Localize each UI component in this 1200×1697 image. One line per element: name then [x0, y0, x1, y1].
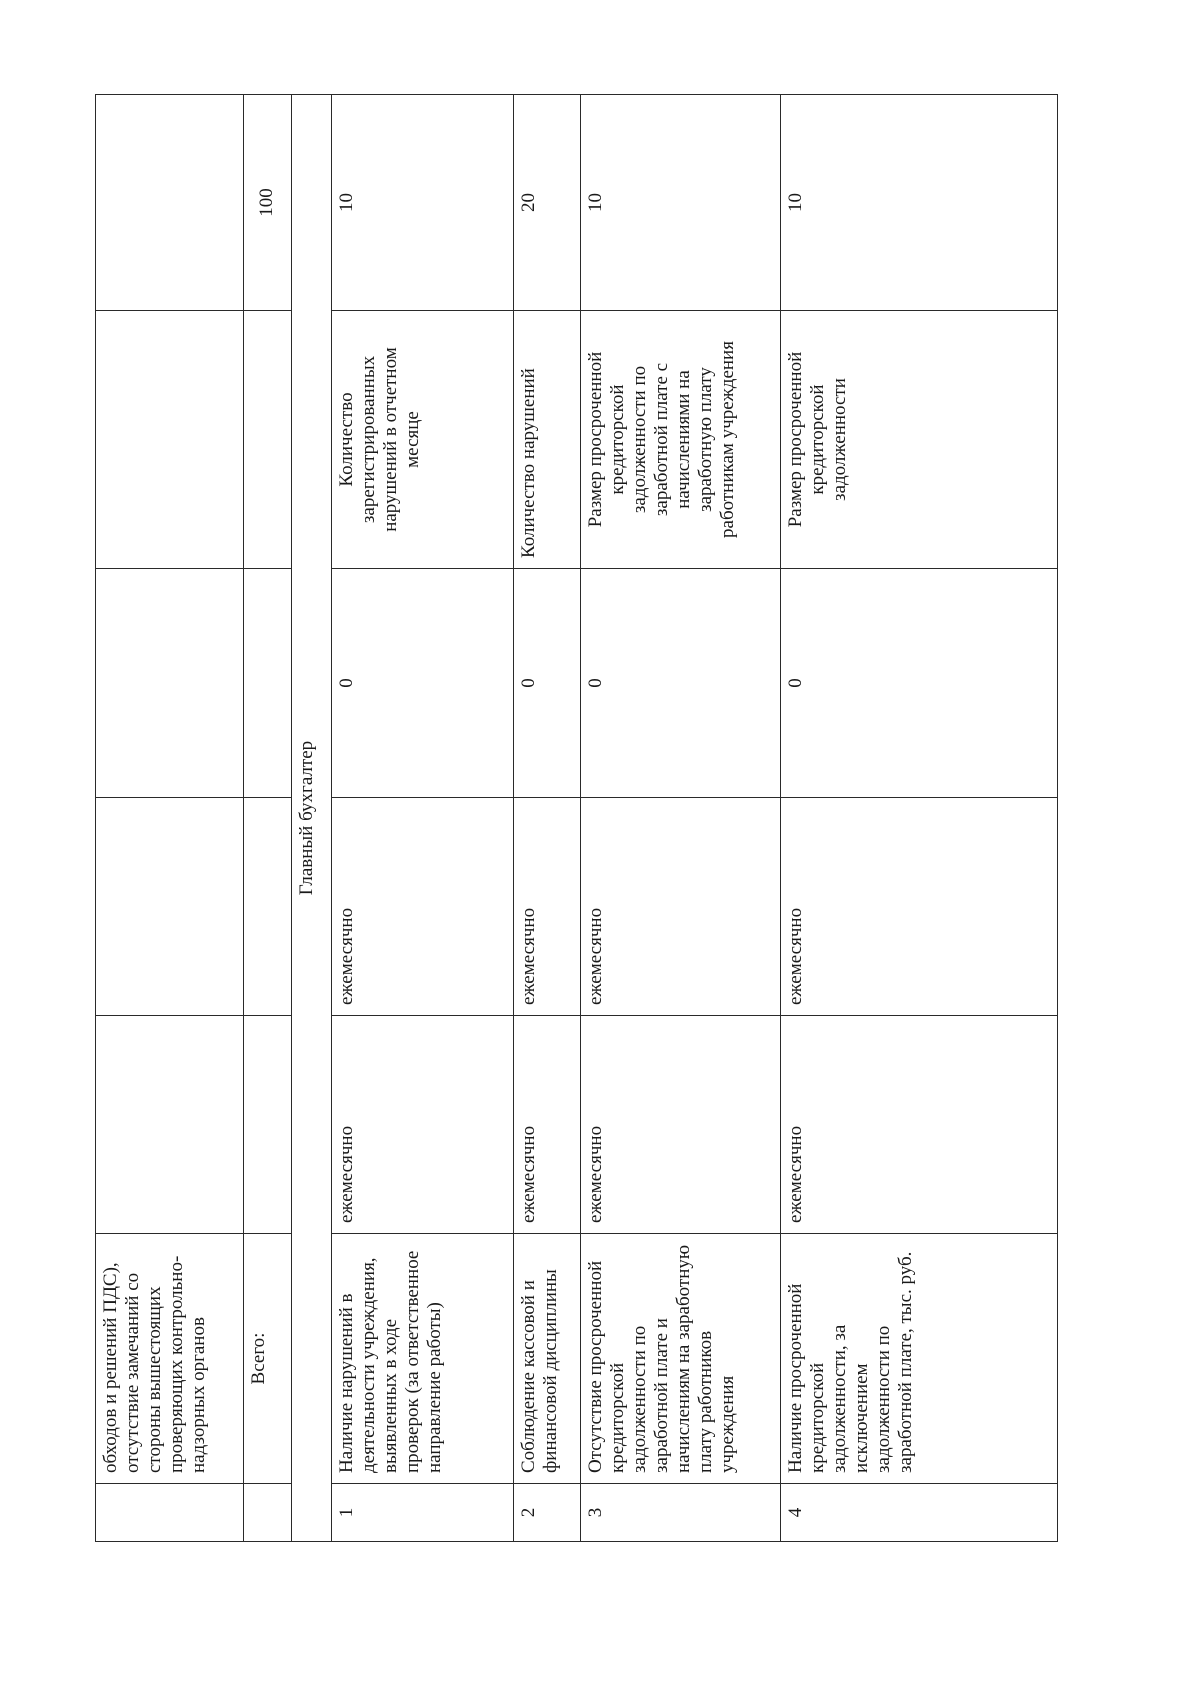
total-row — [244, 95, 292, 1542]
cell-num — [96, 1484, 244, 1542]
total-points: 100 — [244, 95, 292, 311]
row-target: 0 — [581, 569, 781, 798]
total-label: Всего: — [244, 1234, 292, 1484]
row-measure: Размер просроченной кредиторской задолженности — [781, 311, 1058, 569]
table-row — [332, 95, 514, 1542]
cell-measure — [244, 311, 292, 569]
row-target: 0 — [332, 569, 514, 798]
section-title: Главный бухгалтер — [292, 95, 332, 1542]
row-period-pay: ежемесячно — [514, 798, 581, 1016]
cell-points — [96, 95, 244, 311]
row-number: 4 — [781, 1484, 1058, 1542]
table-row — [96, 95, 244, 1542]
cell-period-pay — [96, 798, 244, 1016]
cell-num — [244, 1484, 292, 1542]
row-period-eval: ежемесячно — [781, 1016, 1058, 1234]
cell-period-eval — [244, 1016, 292, 1234]
continuation-text: обходов и решений ПДС), отсутствие замечаний со стороны вышестоящих проверяющих контрольно-надзорных органов — [100, 1255, 209, 1473]
table-row — [781, 95, 1058, 1542]
row-indicator: Соблюдение кассовой и финансовой дисциплины — [514, 1234, 581, 1484]
row-points: 20 — [514, 95, 581, 311]
row-period-pay: ежемесячно — [581, 798, 781, 1016]
cell-measure — [96, 311, 244, 569]
row-number: 2 — [514, 1484, 581, 1542]
row-number: 1 — [332, 1484, 514, 1542]
cell-period-eval — [96, 1016, 244, 1234]
row-period-pay: ежемесячно — [332, 798, 514, 1016]
row-measure: Количество зарегистрированных нарушений в отчетном месяце — [332, 311, 514, 569]
row-indicator: Отсутствие просроченной кредиторской задолженности по заработной плате и начислениям на заработную плату работников учреждения — [581, 1234, 781, 1484]
row-target: 0 — [514, 569, 581, 798]
cell-period-pay — [244, 798, 292, 1016]
row-points: 10 — [781, 95, 1058, 311]
row-target: 0 — [781, 569, 1058, 798]
row-indicator: Наличие нарушений в деятельности учреждения, выявленных в ходе проверок (за ответственное направление работы) — [332, 1234, 514, 1484]
table-row — [581, 95, 781, 1542]
cell-indicator — [96, 1234, 244, 1484]
row-points: 10 — [581, 95, 781, 311]
row-period-eval: ежемесячно — [332, 1016, 514, 1234]
row-period-pay: ежемесячно — [781, 798, 1058, 1016]
row-measure: Количество нарушений — [514, 311, 581, 569]
row-points: 10 — [332, 95, 514, 311]
criteria-table — [95, 94, 1058, 1542]
row-period-eval: ежемесячно — [514, 1016, 581, 1234]
table-row — [514, 95, 581, 1542]
section-row — [292, 95, 332, 1542]
row-number: 3 — [581, 1484, 781, 1542]
row-period-eval: ежемесячно — [581, 1016, 781, 1234]
row-measure: Размер просроченной кредиторской задолженности по заработной плате с начислениями на заработную плату работникам учреждения — [581, 311, 781, 569]
cell-target — [96, 569, 244, 798]
row-indicator: Наличие просроченной кредиторской задолженности, за исключением задолженности по заработной плате, тыс. руб. — [781, 1234, 1058, 1484]
cell-target — [244, 569, 292, 798]
rotated-page — [95, 95, 1057, 1542]
